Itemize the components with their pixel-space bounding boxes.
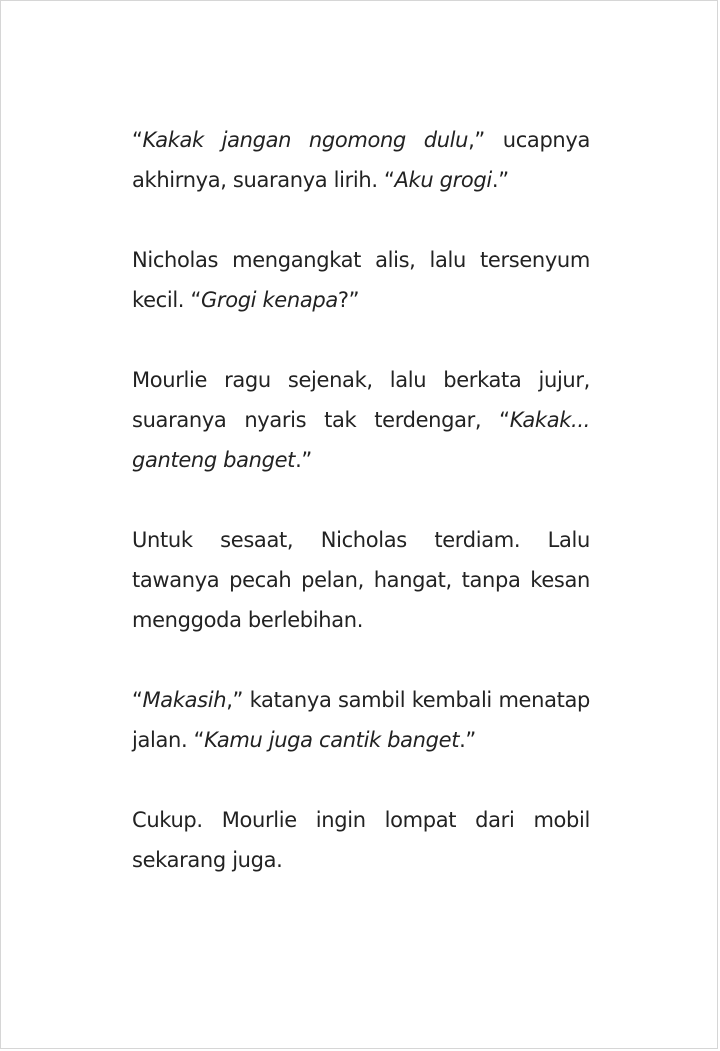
paragraph-4 bbox=[132, 520, 590, 640]
paragraph-1 bbox=[132, 120, 590, 200]
text-run-italic: Kakak... ganteng banget bbox=[132, 408, 590, 472]
text-run: .” bbox=[491, 168, 509, 192]
text-run-italic: Kakak jangan ngomong dulu bbox=[142, 128, 469, 152]
paragraph-3 bbox=[132, 360, 590, 480]
text-run-italic: Grogi kenapa bbox=[200, 288, 338, 312]
paragraph-5 bbox=[132, 680, 590, 760]
text-run: ,” katanya sambil kembali menatap jalan. “ bbox=[132, 688, 590, 752]
paragraph-2 bbox=[132, 240, 590, 320]
text-run: ,” ucapnya akhirnya, suaranya lirih. “ bbox=[132, 128, 590, 192]
text-run: ?” bbox=[337, 288, 360, 312]
text-run-italic: Kamu juga cantik banget bbox=[204, 728, 460, 752]
paragraph-6 bbox=[132, 800, 590, 880]
text-run: Untuk sesaat, Nicholas terdiam. Lalu tawanya pecah pelan, hangat, tanpa kesan menggoda berlebihan. bbox=[132, 528, 590, 632]
text-run: Nicholas mengangkat alis, lalu tersenyum kecil. “ bbox=[132, 248, 590, 312]
text-run: “ bbox=[132, 128, 143, 152]
story-text bbox=[132, 120, 590, 920]
text-run: “ bbox=[132, 688, 143, 712]
text-run: .” bbox=[295, 448, 312, 472]
text-run: Cukup. Mourlie ingin lompat dari mobil sekarang juga. bbox=[132, 808, 590, 872]
text-run-italic: Makasih bbox=[142, 688, 227, 712]
text-run: .” bbox=[459, 728, 476, 752]
text-run-italic: Aku grogi bbox=[394, 168, 492, 192]
text-run: Mourlie ragu sejenak, lalu berkata jujur, suaranya nyaris tak terdengar, “ bbox=[132, 368, 590, 432]
